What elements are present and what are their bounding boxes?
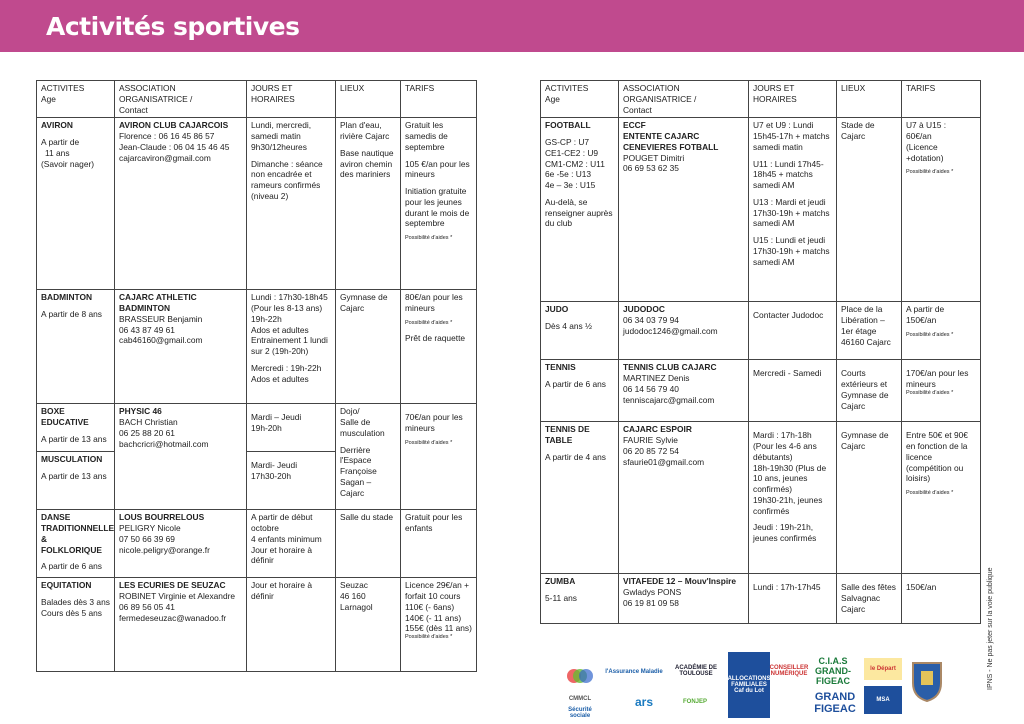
aides-note: Possibilité d'aides * bbox=[405, 319, 453, 326]
table-row-boxe bbox=[37, 404, 477, 452]
schedule-text: Mardi – Jeudi bbox=[251, 412, 302, 423]
activity-name: ZUMBA bbox=[545, 576, 576, 587]
conseiller-numerique-logo: CONSEILLER NUMÉRIQUE bbox=[769, 665, 809, 677]
contact-text: Gwladys PONS bbox=[623, 587, 682, 597]
schedule-text: Lundi, mercredi, samedi matin bbox=[251, 120, 312, 141]
schedule-text: 18h-19h30 (Plus de 10 ans, jeunes confirmés) bbox=[753, 462, 827, 494]
contact-email[interactable]: sfaurie01@gmail.com bbox=[623, 456, 705, 467]
activity-name: TENNIS bbox=[545, 362, 576, 373]
schedule-text: Contacter Judodoc bbox=[753, 310, 824, 321]
age-text: Au-delà, se renseigner auprès du club bbox=[545, 196, 613, 229]
association-name: VITAFEDE 12 – Mouv'Inspire bbox=[623, 576, 737, 587]
association-name: JUDODOC bbox=[623, 304, 665, 315]
cajarc-crest-logo bbox=[906, 656, 948, 706]
contact-text: PELIGRY Nicole bbox=[119, 523, 181, 533]
activity-name: EQUITATION bbox=[41, 580, 92, 591]
age-text: Cours dès 5 ans bbox=[41, 607, 102, 618]
age-text: CE1-CE2 : U9 bbox=[545, 147, 599, 158]
association-name: LES ECURIES DE SEUZAC bbox=[119, 580, 226, 591]
header-association: ASSOCIATION ORGANISATRICE / bbox=[623, 83, 697, 104]
association-name: LOUS BOURRELOUS bbox=[119, 512, 205, 523]
table-row-zumba bbox=[541, 574, 981, 624]
age-text: A partir de 13 ans bbox=[41, 433, 107, 444]
activity-name: DANSE bbox=[41, 512, 71, 523]
location-text: Gymnase de Cajarc bbox=[841, 430, 889, 451]
association-name: ECCF bbox=[623, 120, 646, 131]
header-association: ASSOCIATION ORGANISATRICE / bbox=[119, 83, 193, 104]
schedule-text: Jour et horaire à définir bbox=[251, 580, 312, 601]
schedule-text: Lundi : 17h30-18h45 (Pour les 8-13 ans) bbox=[251, 292, 328, 313]
schedule-text: U7 et U9 : Lundi 15h45-17h + matchs samedi matin bbox=[753, 120, 830, 152]
table-row-tennis-de-table bbox=[541, 422, 981, 574]
header-tarifs: TARIFS bbox=[902, 81, 981, 118]
table-header-row bbox=[37, 81, 477, 118]
contact-email[interactable]: bachcricri@hotmail.com bbox=[119, 438, 209, 449]
contact-email[interactable]: tenniscajarc@gmail.com bbox=[623, 394, 715, 405]
contact-text: POUGET Dimitri bbox=[623, 152, 685, 163]
header-activites: ACTIVITES bbox=[41, 83, 85, 93]
price-text: Entre 50€ et 90€ en fonction de la licence (compétition ou loisirs) bbox=[906, 430, 968, 484]
contact-text: 06 34 03 79 94 bbox=[623, 315, 679, 325]
academie-logo: ACADÉMIE DE TOULOUSE bbox=[674, 665, 717, 677]
activity-name: TENNIS DE TABLE bbox=[545, 424, 590, 445]
contact-email[interactable]: nicole.peligry@orange.fr bbox=[119, 544, 210, 555]
price-text: 110€ (- 6ans) bbox=[405, 601, 455, 612]
association-name: AVIRON CLUB CAJARCOIS bbox=[119, 120, 229, 131]
msa-logo: MSA bbox=[864, 686, 902, 714]
contact-text: 06 19 81 09 58 bbox=[623, 597, 679, 608]
schedule-text: 9h30/12heures bbox=[251, 141, 307, 152]
age-text: Balades dès 3 ans bbox=[41, 597, 110, 607]
age-text: 4e – 3e : U15 bbox=[545, 180, 596, 190]
crest-icon bbox=[909, 659, 945, 703]
contact-text: 06 69 53 62 35 bbox=[623, 163, 679, 174]
price-text: Gratuit les samedis de septembre bbox=[405, 120, 448, 152]
header-jours: JOURS ET HORAIRES bbox=[247, 81, 336, 118]
price-text: 70€/an pour les mineurs bbox=[405, 412, 463, 433]
schedule-text: Mardi- Jeudi bbox=[251, 460, 298, 471]
schedule-text: A partir de début octobre bbox=[251, 512, 313, 533]
association-name: PHYSIC 46 bbox=[119, 406, 162, 417]
contact-text: 06 43 87 49 61 bbox=[119, 324, 175, 335]
activities-table-left bbox=[36, 80, 477, 672]
price-text: Prêt de raquette bbox=[405, 332, 466, 343]
schedule-text: Ados et adultes bbox=[251, 324, 309, 335]
contact-text: BACH Christian bbox=[119, 417, 178, 427]
location-text: Courts extérieurs et Gymnase de Cajarc bbox=[841, 368, 889, 411]
schedule-text: 19h-20h bbox=[251, 423, 282, 433]
table-row-tennis bbox=[541, 360, 981, 422]
contact-text: ROBINET Virginie et Alexandre bbox=[119, 591, 236, 601]
price-text: 105 €/an pour les mineurs bbox=[405, 158, 470, 180]
activities-table-right bbox=[540, 80, 981, 624]
caf-logo: ALLOCATIONS FAMILIALES Caf du Lot bbox=[728, 652, 770, 718]
aides-note: Possibilité d'aides * bbox=[906, 331, 954, 338]
lot-logo: le Départ bbox=[864, 658, 902, 680]
contact-text: 06 89 56 05 41 bbox=[119, 601, 175, 612]
location-text: 46 160 bbox=[340, 591, 366, 601]
header-contact: Contact bbox=[119, 104, 148, 115]
location-text: Larnagol bbox=[340, 601, 373, 612]
table-row-aviron bbox=[37, 118, 477, 290]
age-text: A partir de 13 ans bbox=[41, 471, 107, 481]
aides-note: Possibilité d'aides * bbox=[906, 389, 954, 396]
cmmcl-label: CMMCL bbox=[568, 696, 592, 702]
location-text: Base nautique aviron chemin des mariniers bbox=[340, 147, 394, 180]
schedule-text: Mercredi - Samedi bbox=[753, 368, 822, 379]
age-text: Dès 4 ans ½ bbox=[545, 321, 593, 331]
association-name: CAJARC ESPOIR bbox=[623, 424, 692, 435]
price-text: Initiation gratuite pour les jeunes durant le mois de septembre bbox=[405, 186, 470, 229]
contact-text: FAURIE Sylvie bbox=[623, 435, 678, 445]
cmmcl-icon bbox=[565, 667, 595, 685]
activity-name: BADMINTON bbox=[41, 292, 93, 303]
cmmcl-logo bbox=[560, 658, 600, 694]
header-lieux: LIEUX bbox=[837, 81, 902, 118]
schedule-text: 19h30-21h, jeunes confirmés bbox=[753, 494, 823, 516]
age-text: 11 ans bbox=[45, 147, 70, 158]
location-text: Derrière l'Espace Françoise Sagan – Cajarc bbox=[340, 444, 377, 498]
association-name: ENTENTE CAJARC CENEVIERES FOTBALL bbox=[623, 131, 719, 152]
location-text: Salle du stade bbox=[340, 512, 394, 523]
header-tarifs: TARIFS bbox=[401, 81, 477, 118]
schedule-text: Jeudi : 19h-21h, jeunes confirmés bbox=[753, 522, 817, 543]
contact-text: Florence : 06 16 45 86 57 bbox=[119, 131, 215, 141]
schedule-text: Mercredi : 19h-22h bbox=[251, 362, 322, 373]
aides-note: Possibilité d'aides * bbox=[405, 634, 453, 640]
grand-figeac-logo: GRAND FIGEAC bbox=[814, 691, 856, 715]
age-text: (Savoir nager) bbox=[41, 158, 95, 169]
price-text: 170€/an pour les mineurs bbox=[906, 368, 969, 389]
price-text: U7 à U15 : bbox=[906, 120, 947, 131]
location-text: Seuzac bbox=[340, 580, 368, 591]
header-contact: Contact bbox=[623, 104, 652, 115]
price-text: Gratuit pour les enfants bbox=[405, 512, 463, 533]
age-text: 5-11 ans bbox=[545, 593, 577, 603]
cias-logo: C.I.A.S GRAND-FIGEAC bbox=[815, 656, 851, 686]
location-text: Gymnase de Cajarc bbox=[340, 292, 388, 313]
ars-logo: ars bbox=[634, 695, 654, 709]
header-age: Age bbox=[545, 93, 560, 104]
page-title: Activités sportives bbox=[46, 12, 300, 41]
contact-email[interactable]: cajarcaviron@gmail.com bbox=[119, 152, 211, 163]
contact-email[interactable]: cab46160@gmail.com bbox=[119, 335, 203, 346]
ipns-note: IPNS - Ne pas jeter sur la voie publique bbox=[987, 567, 994, 690]
table-header-row bbox=[541, 81, 981, 118]
contact-email[interactable]: judodoc1246@gmail.com bbox=[623, 325, 718, 336]
activity-name: BOXE EDUCATIVE bbox=[41, 406, 89, 427]
contact-text: Jean-Claude : 06 04 15 46 45 bbox=[119, 141, 230, 152]
activity-name: JUDO bbox=[545, 304, 569, 315]
partner-logos bbox=[560, 650, 960, 720]
securite-sociale-logo: Sécurité sociale bbox=[568, 707, 592, 719]
schedule-text: Dimanche : séance non encadrée et rameurs confirmés (niveau 2) bbox=[251, 158, 323, 201]
location-text: Dojo/ bbox=[340, 406, 360, 417]
aides-note: Possibilité d'aides * bbox=[405, 439, 453, 446]
schedule-text: U11 : Lundi 17h45-18h45 + matchs samedi AM bbox=[753, 158, 824, 190]
schedule-text: Entrainement 1 lundi sur 2 (19h-20h) bbox=[251, 335, 328, 356]
schedule-text: Ados et adultes bbox=[251, 373, 309, 384]
aides-note: Possibilité d'aides * bbox=[405, 235, 453, 241]
location-text: 46160 Cajarc bbox=[841, 336, 891, 347]
schedule-text: U15 : Lundi et jeudi 17h30-19h + matchs samedi AM bbox=[753, 235, 830, 267]
age-text: GS-CP : U7 bbox=[545, 137, 590, 147]
schedule-text: 4 enfants minimum bbox=[251, 533, 322, 544]
age-text: A partir de 6 ans bbox=[545, 379, 606, 389]
location-text: Place de la Libération – 1er étage bbox=[841, 304, 885, 336]
age-text: A partir de 4 ans bbox=[545, 451, 606, 462]
activity-name: & FOLKLORIQUE bbox=[41, 533, 102, 555]
contact-text: BRASSEUR Benjamin bbox=[119, 313, 203, 324]
age-text: A partir de 6 ans bbox=[41, 561, 102, 572]
table-row-judo bbox=[541, 302, 981, 360]
age-text: A partir de bbox=[41, 137, 80, 147]
contact-text: 06 25 88 20 61 bbox=[119, 427, 175, 438]
location-text: Salle de musculation bbox=[340, 417, 385, 438]
location-text: Salle des fêtes Salvagnac Cajarc bbox=[841, 582, 896, 614]
table-row-football bbox=[541, 118, 981, 302]
schedule-text: Lundi : 17h-17h45 bbox=[753, 582, 821, 593]
contact-text: 07 50 66 39 69 bbox=[119, 533, 175, 544]
aides-note: Possibilité d'aides * bbox=[906, 169, 954, 176]
price-text: 80€/an pour les mineurs bbox=[405, 292, 463, 313]
age-text: 6e -5e : U13 bbox=[545, 169, 592, 180]
location-text: Plan d'eau, rivière Cajarc bbox=[340, 120, 390, 141]
table-row-badminton bbox=[37, 290, 477, 404]
header-lieux: LIEUX bbox=[336, 81, 401, 118]
table-row-danse bbox=[37, 510, 477, 578]
age-text: CM1-CM2 : U11 bbox=[545, 158, 605, 169]
contact-text: MARTINEZ Denis bbox=[623, 373, 690, 383]
contact-text: 06 20 85 72 54 bbox=[623, 445, 679, 456]
schedule-text: U13 : Mardi et jeudi 17h30-19h + matchs samedi AM bbox=[753, 196, 830, 229]
location-text: Stade de Cajarc bbox=[841, 120, 875, 141]
fonjep-logo: FONJEP bbox=[682, 699, 707, 705]
association-name: TENNIS CLUB CAJARC bbox=[623, 362, 717, 373]
price-text: (Licence +dotation) bbox=[906, 141, 944, 163]
header-age: Age bbox=[41, 93, 56, 104]
header-activites: ACTIVITES bbox=[545, 83, 589, 93]
schedule-text: 17h30-20h bbox=[251, 471, 292, 481]
association-name: CAJARC ATHLETIC BADMINTON bbox=[119, 292, 197, 313]
title-banner-right bbox=[512, 0, 1024, 52]
contact-text: 06 14 56 79 40 bbox=[623, 383, 679, 394]
price-text: 150€/an bbox=[906, 582, 937, 593]
schedule-text: Mardi : 17h-18h (Pour les 4-6 ans débutants) bbox=[753, 430, 817, 462]
table-row-equitation bbox=[37, 578, 477, 672]
activity-name: FOOTBALL bbox=[545, 120, 591, 131]
price-text: Licence 29€/an + forfait 10 cours bbox=[405, 580, 470, 601]
activity-name: TRADITIONNELLE bbox=[41, 523, 115, 533]
header-jours: JOURS ET HORAIRES bbox=[749, 81, 837, 118]
contact-email[interactable]: fermedeseuzac@wanadoo.fr bbox=[119, 612, 227, 623]
schedule-text: 19h-22h bbox=[251, 313, 282, 324]
assurance-maladie-logo: l'Assurance Maladie bbox=[604, 658, 664, 686]
activity-name: AVIRON bbox=[41, 120, 73, 131]
age-text: A partir de 8 ans bbox=[41, 309, 102, 319]
schedule-text: Jour et horaire à définir bbox=[251, 544, 312, 566]
aides-note: Possibilité d'aides * bbox=[906, 490, 954, 496]
price-text: 140€ (- 11 ans) bbox=[405, 612, 462, 623]
price-text: 60€/an bbox=[906, 131, 932, 141]
price-text: A partir de 150€/an bbox=[906, 304, 945, 325]
activity-name: MUSCULATION bbox=[41, 454, 103, 465]
price-text: 155€ (dès 11 ans) bbox=[405, 623, 472, 634]
